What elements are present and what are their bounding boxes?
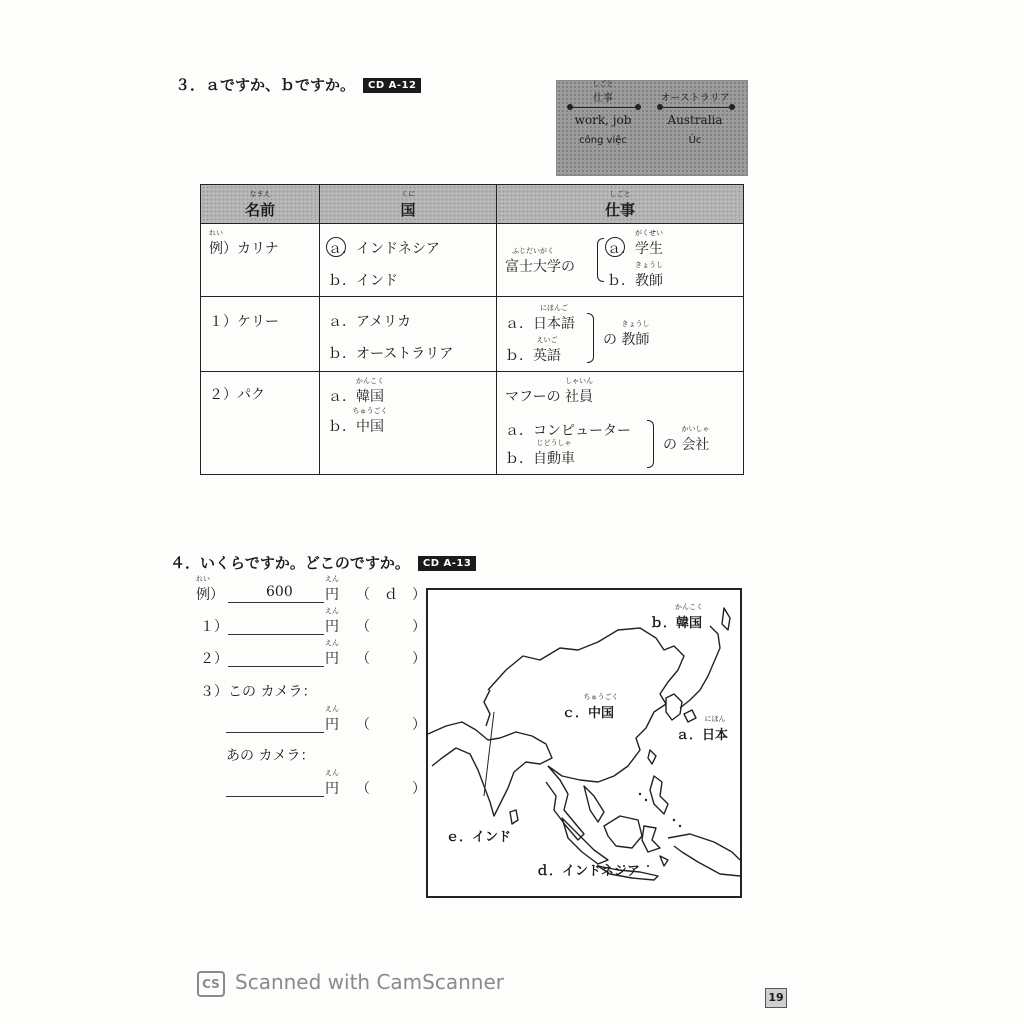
camscanner-logo: CS [197,971,225,997]
question-3-label: ３）この カメラ： [200,684,317,700]
section-4-title [170,552,476,573]
row-1-job-suffix: の きょうし 教師 [603,320,650,348]
header-job: しごと 仕事 [497,185,744,224]
row-1-name: １）ケリー [209,314,279,330]
section-4-heading: ４．いくらですか。どこのですか。 [170,554,410,572]
question-3-answer[interactable]: （ ） [356,717,426,733]
question-3b-price-blank[interactable] [226,796,324,797]
question-2-label: ２） [200,651,228,667]
question-2-answer[interactable]: （ ） [356,651,426,667]
table-row [201,297,744,372]
question-2-price-blank[interactable] [228,666,324,667]
map-label-japan: ａ． にほん 日本 [676,715,729,743]
row-2-job-a: ａ．コンピューター [505,423,631,439]
section-3-heading: ３．ａですか、ｂですか。 [175,76,356,94]
example-answer: （ ｄ ） [356,587,426,603]
page-number: 19 [765,988,787,1008]
row-example-name: れい 例）カリナ [209,229,279,257]
section-3-title [175,74,421,95]
example-price: 600 [266,584,293,600]
cd-track-badge: CD A-12 [363,78,421,93]
map-label-china: ｃ． ちゅうごく 中国 [562,693,619,721]
question-3b-answer[interactable]: （ ） [356,781,426,797]
row-2-job-top: マフーの しゃいん 社員 [505,377,594,405]
row-2-option-b: ｂ． ちゅうごく 中国 [328,407,388,435]
yen-label: えん 円 [325,639,339,667]
row-1-job-a: ａ． にほんご 日本語 [505,304,575,332]
map-label-korea: ｂ． かんこく 韓国 [650,603,704,631]
row-2-name: ２）パク [209,387,265,403]
question-1-label: １） [200,619,228,635]
cd-track-badge: CD A-13 [418,556,476,571]
row-example-option-b: ｂ．インド [328,273,398,289]
question-3-price-blank[interactable] [226,732,324,733]
map-label-india: ｅ．インド [446,830,512,845]
question-1-price-blank[interactable] [228,634,324,635]
row-2-job-b: ｂ． じどうしゃ 自動車 [505,439,575,467]
table-row [201,372,744,475]
question-1-answer[interactable]: （ ） [356,619,426,635]
map-label-indonesia: ｄ．インドネシア [536,864,640,879]
example-label: れい 例） [196,575,224,603]
table-row [201,224,744,297]
row-example-job-b: ｂ． きょうし 教師 [607,261,663,289]
yen-label: えん 円 [325,705,339,733]
row-2-job-suffix: の かいしゃ 会社 [663,425,710,453]
camscanner-text: Scanned with CamScanner [235,970,504,994]
row-example-option-a: ａ．インドネシア [328,238,440,258]
asia-map [426,588,742,898]
row-1-option-a: ａ．アメリカ [328,314,412,330]
row-1-job-b: ｂ． えいご 英語 [505,336,561,364]
row-2-option-a: ａ． かんこく 韓国 [328,377,384,405]
yen-label: えん 円 [325,607,339,635]
vocab-australia: オーストラリア Australia Úc [660,93,730,146]
header-name: なまえ 名前 [201,185,320,224]
answer-table [200,184,744,475]
row-1-option-b: ｂ．オーストラリア [328,346,454,362]
row-example-job-a: ａ． がくせい 学生 [607,229,663,257]
header-country: くに 国 [320,185,497,224]
map-outline [428,590,740,896]
yen-label: えん 円 [325,575,339,603]
vocab-work: しごと 仕事 work, job công việc [574,80,632,146]
row-example-job-prefix: ふじだいがく 富士大学の [505,247,575,275]
camscanner-watermark [197,970,504,997]
vocab-box [556,80,748,176]
question-3b-label: あの カメラ： [226,748,315,764]
yen-label: えん 円 [325,769,339,797]
